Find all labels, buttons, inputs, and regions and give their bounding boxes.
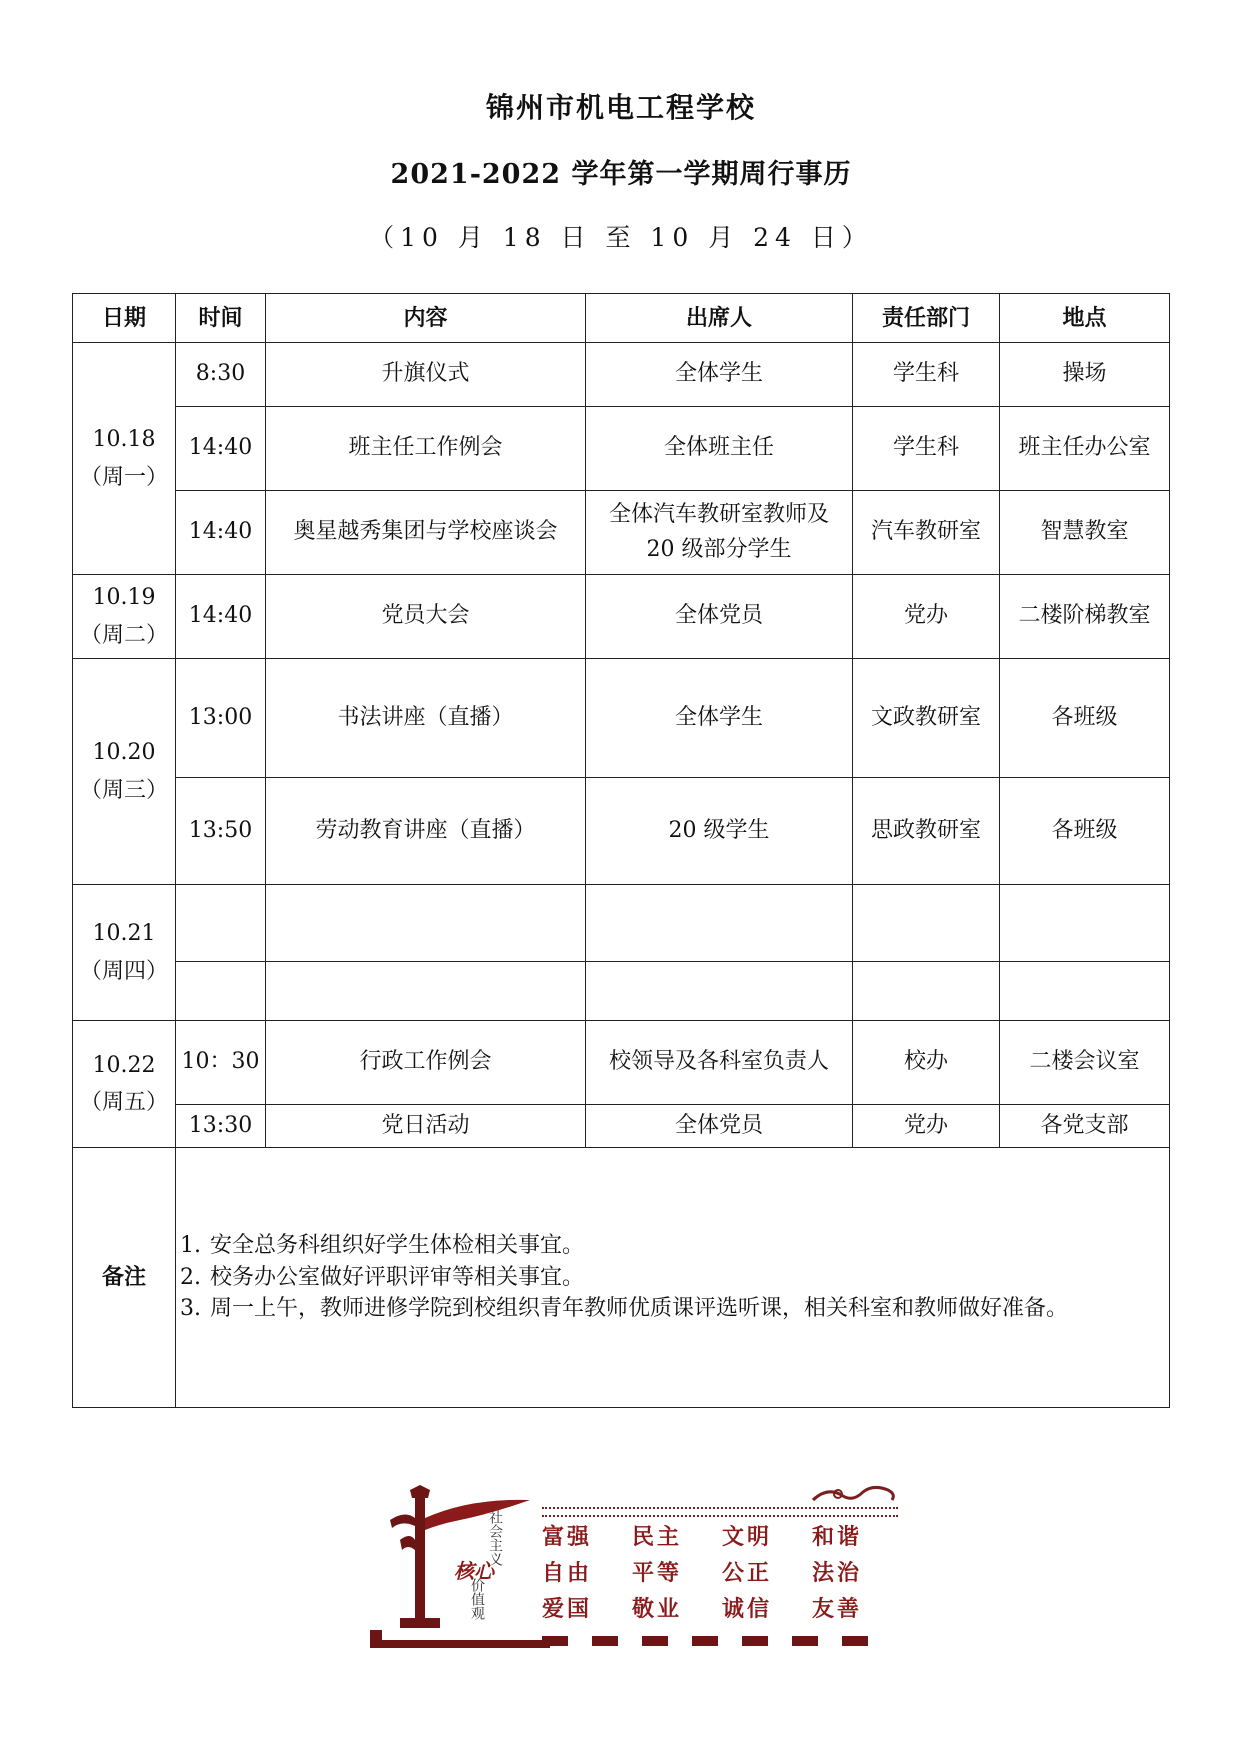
content-cell: 行政工作例会 xyxy=(266,1021,586,1105)
weekday: （周三） xyxy=(79,777,168,803)
remark-text: 周一上午，教师进修学院到校组织青年教师优质课评选听课，相关科室和教师做好准备。 xyxy=(210,1296,1069,1322)
content-cell: 奥星越秀集团与学校座谈会 xyxy=(266,491,586,575)
content-cell: 班主任工作例会 xyxy=(266,407,586,491)
remarks-body xyxy=(176,1148,1170,1408)
header-row xyxy=(73,294,1170,343)
time-cell: 8:30 xyxy=(176,343,266,407)
weekday: （周二） xyxy=(79,622,168,648)
date: 10.20 xyxy=(92,740,156,766)
table-row xyxy=(73,885,1170,962)
attendees-cell xyxy=(586,962,853,1021)
banner-core-text: 核心 xyxy=(454,1559,494,1583)
attendees-cell: 全体学生 xyxy=(586,659,853,778)
dept-cell: 党办 xyxy=(853,1105,1000,1148)
place-cell: 操场 xyxy=(1000,343,1170,407)
time-cell: 14:40 xyxy=(176,575,266,659)
remark-text: 安全总务科组织好学生体检相关事宜。 xyxy=(210,1232,585,1258)
date: 10.21 xyxy=(92,921,156,947)
table-row xyxy=(73,1105,1170,1148)
col-header-content: 内容 xyxy=(266,294,586,343)
core-value: 敬业 xyxy=(632,1597,683,1622)
col-header-place: 地点 xyxy=(1000,294,1170,343)
place-cell: 各班级 xyxy=(1000,659,1170,778)
col-header-attendees: 出席人 xyxy=(586,294,853,343)
col-header-dept: 责任部门 xyxy=(853,294,1000,343)
term-title: 2021-2022 学年第一学期周行事历 xyxy=(390,159,852,190)
dept-cell xyxy=(853,962,1000,1021)
content-cell: 劳动教育讲座（直播） xyxy=(266,778,586,885)
core-values-grid xyxy=(542,1524,902,1624)
remark-number: 3. xyxy=(180,1296,201,1322)
remarks-row xyxy=(73,1148,1170,1408)
content-cell: 党员大会 xyxy=(266,575,586,659)
banner-vertical-text: 社会主义 xyxy=(487,1510,503,1566)
dept-cell: 思政教研室 xyxy=(853,778,1000,885)
attendees-cell: 校领导及各科室负责人 xyxy=(586,1021,853,1105)
date-cell xyxy=(73,1021,176,1148)
list-item xyxy=(180,1262,1169,1294)
content-cell: 书法讲座（直播） xyxy=(266,659,586,778)
attendees-cell: 全体班主任 xyxy=(586,407,853,491)
core-value: 爱国 xyxy=(542,1597,593,1622)
place-cell xyxy=(1000,962,1170,1021)
core-value: 文明 xyxy=(722,1525,773,1550)
attendees-cell: 全体学生 xyxy=(586,343,853,407)
date-cell xyxy=(73,343,176,575)
weekday: （周一） xyxy=(79,464,168,490)
table-row xyxy=(73,962,1170,1021)
table-row xyxy=(73,491,1170,575)
place-cell: 各党支部 xyxy=(1000,1105,1170,1148)
attendees-cell: 全体党员 xyxy=(586,1105,853,1148)
dept-cell: 党办 xyxy=(853,575,1000,659)
attendees-cell: 20 级学生 xyxy=(586,778,853,885)
dept-cell: 学生科 xyxy=(853,343,1000,407)
col-header-time: 时间 xyxy=(176,294,266,343)
core-value: 平等 xyxy=(632,1561,683,1586)
banner-base-icon xyxy=(542,1630,902,1650)
dept-cell: 学生科 xyxy=(853,407,1000,491)
table-row xyxy=(73,1021,1170,1105)
weekly-calendar-table xyxy=(72,293,1170,1408)
core-value: 友善 xyxy=(812,1597,863,1622)
attendees-cell xyxy=(586,491,853,575)
time-cell xyxy=(176,885,266,962)
date-cell xyxy=(73,659,176,885)
dept-cell: 文政教研室 xyxy=(853,659,1000,778)
time-cell: 14:40 xyxy=(176,407,266,491)
core-value: 诚信 xyxy=(722,1597,773,1622)
core-value: 民主 xyxy=(632,1525,683,1550)
core-value: 法治 xyxy=(812,1561,863,1586)
core-value: 公正 xyxy=(722,1561,773,1586)
core-values-banner xyxy=(370,1480,902,1656)
banner-vertical-text: 价值观 xyxy=(469,1578,485,1620)
col-header-date: 日期 xyxy=(73,294,176,343)
time-cell: 10：30 xyxy=(176,1021,266,1105)
place-cell: 智慧教室 xyxy=(1000,491,1170,575)
remark-number: 1. xyxy=(180,1232,201,1258)
school-title: 锦州市机电工程学校 xyxy=(485,91,756,124)
attendees-cell: 全体党员 xyxy=(586,575,853,659)
date: 10.22 xyxy=(92,1052,156,1078)
weekday: （周五） xyxy=(79,1090,168,1115)
table-row xyxy=(73,407,1170,491)
time-cell: 13:00 xyxy=(176,659,266,778)
dept-cell: 校办 xyxy=(853,1021,1000,1105)
content-cell xyxy=(266,885,586,962)
time-cell: 13:50 xyxy=(176,778,266,885)
date-range: （10 月 18 日 至 10 月 24 日） xyxy=(369,223,873,252)
attendees-line: 20 级部分学生 xyxy=(646,536,792,562)
attendees-cell xyxy=(586,885,853,962)
place-cell: 二楼会议室 xyxy=(1000,1021,1170,1105)
place-cell: 班主任办公室 xyxy=(1000,407,1170,491)
date-cell xyxy=(73,575,176,659)
remark-number: 2. xyxy=(180,1264,201,1290)
table-row xyxy=(73,575,1170,659)
core-value: 和谐 xyxy=(812,1525,863,1550)
table-row xyxy=(73,778,1170,885)
remarks-list xyxy=(176,1230,1169,1326)
content-cell xyxy=(266,962,586,1021)
table-row xyxy=(73,659,1170,778)
cloud-swirl-icon xyxy=(808,1482,898,1506)
time-cell: 14:40 xyxy=(176,491,266,575)
date-cell xyxy=(73,885,176,1021)
place-cell: 二楼阶梯教室 xyxy=(1000,575,1170,659)
content-cell: 升旗仪式 xyxy=(266,343,586,407)
remarks-label: 备注 xyxy=(73,1148,176,1408)
banner-divider xyxy=(542,1507,898,1517)
date: 10.18 xyxy=(92,427,156,453)
content-cell: 党日活动 xyxy=(266,1105,586,1148)
table-row xyxy=(73,343,1170,407)
weekday: （周四） xyxy=(79,958,168,984)
list-item xyxy=(180,1230,1169,1262)
dept-cell xyxy=(853,885,1000,962)
time-cell xyxy=(176,962,266,1021)
place-cell xyxy=(1000,885,1170,962)
time-cell: 13:30 xyxy=(176,1105,266,1148)
date: 10.19 xyxy=(92,585,156,611)
dept-cell: 汽车教研室 xyxy=(853,491,1000,575)
remark-text: 校务办公室做好评职评审等相关事宜。 xyxy=(210,1264,585,1290)
list-item xyxy=(180,1293,1169,1325)
attendees-line: 全体汽车教研室教师及 xyxy=(608,502,829,528)
place-cell: 各班级 xyxy=(1000,778,1170,885)
core-value: 富强 xyxy=(542,1525,593,1550)
core-value: 自由 xyxy=(542,1561,593,1586)
